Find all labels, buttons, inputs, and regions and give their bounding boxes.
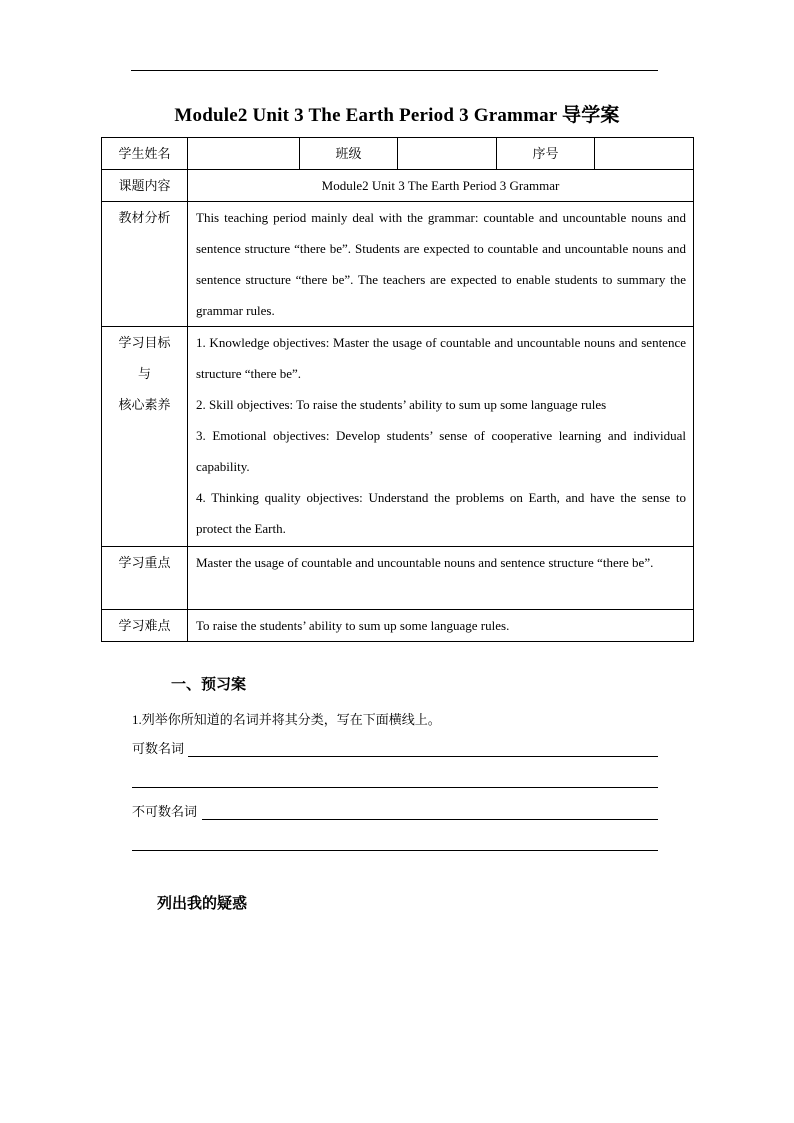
objectives-label-line: 核心素养 bbox=[118, 397, 171, 412]
topic-value: Module2 Unit 3 The Earth Period 3 Grammar bbox=[188, 170, 694, 202]
difficulties-text: To raise the students’ ability to sum up some language rules. bbox=[196, 618, 510, 633]
lesson-info-table bbox=[101, 137, 694, 642]
student-name-label: 学生姓名 bbox=[102, 138, 188, 170]
countable-nouns-blank[interactable] bbox=[188, 756, 658, 757]
analysis-text: This teaching period mainly deal with the grammar: countable and uncountable nouns and sentence structure “there be”. Students are expected to countable and uncountable nouns and sentence structure “there be”. The teachers are expected to enable students to summary the grammar rules. bbox=[196, 210, 686, 318]
uncountable-nouns-blank[interactable] bbox=[202, 819, 658, 820]
key-points-text: Master the usage of countable and uncountable nouns and sentence structure “there be”. bbox=[196, 555, 654, 570]
objective-item: 3. Emotional objectives: Develop students’ sense of cooperative learning and individual capability. bbox=[196, 428, 686, 474]
analysis-cell bbox=[188, 202, 694, 327]
doubts-heading: 列出我的疑惑 bbox=[157, 896, 248, 912]
key-points-cell bbox=[188, 547, 694, 610]
objective-item: 4. Thinking quality objectives: Understand the problems on Earth, and have the sense to protect the Earth. bbox=[196, 490, 686, 536]
answer-line[interactable] bbox=[132, 787, 658, 788]
key-points-label: 学习重点 bbox=[102, 547, 188, 610]
objectives-label bbox=[102, 327, 188, 547]
difficulties-cell bbox=[188, 610, 694, 642]
countable-nouns-label: 可数名词 bbox=[132, 741, 185, 756]
header-rule bbox=[131, 70, 658, 71]
table-row bbox=[102, 202, 694, 327]
seat-number-field[interactable] bbox=[595, 138, 694, 170]
table-row bbox=[102, 138, 694, 170]
table-row bbox=[102, 170, 694, 202]
student-name-field[interactable] bbox=[188, 138, 300, 170]
objective-item: 2. Skill objectives: To raise the students’ ability to sum up some language rules bbox=[196, 397, 607, 412]
table-row bbox=[102, 547, 694, 610]
objectives-label-line: 与 bbox=[137, 366, 151, 381]
answer-line[interactable] bbox=[132, 850, 658, 851]
objectives-cell bbox=[188, 327, 694, 547]
seat-number-label: 序号 bbox=[497, 138, 595, 170]
class-label: 班级 bbox=[300, 138, 398, 170]
document-title: Module2 Unit 3 The Earth Period 3 Grammar 导学案 bbox=[174, 105, 620, 126]
countable-nouns-row bbox=[132, 737, 658, 757]
preview-section-heading: 一、预习案 bbox=[171, 677, 247, 693]
table-row bbox=[102, 610, 694, 642]
difficulties-label: 学习难点 bbox=[102, 610, 188, 642]
objectives-label-line: 学习目标 bbox=[118, 335, 171, 350]
uncountable-nouns-label: 不可数名词 bbox=[132, 804, 198, 819]
question-1: 1.列举你所知道的名词并将其分类，写在下面横线上。 bbox=[132, 712, 441, 727]
topic-label: 课题内容 bbox=[102, 170, 188, 202]
class-field[interactable] bbox=[398, 138, 497, 170]
objective-item: 1. Knowledge objectives: Master the usage of countable and uncountable nouns and sentence structure “there be”. bbox=[196, 335, 686, 381]
uncountable-nouns-row bbox=[132, 800, 658, 820]
analysis-label: 教材分析 bbox=[102, 202, 188, 327]
table-row bbox=[102, 327, 694, 547]
